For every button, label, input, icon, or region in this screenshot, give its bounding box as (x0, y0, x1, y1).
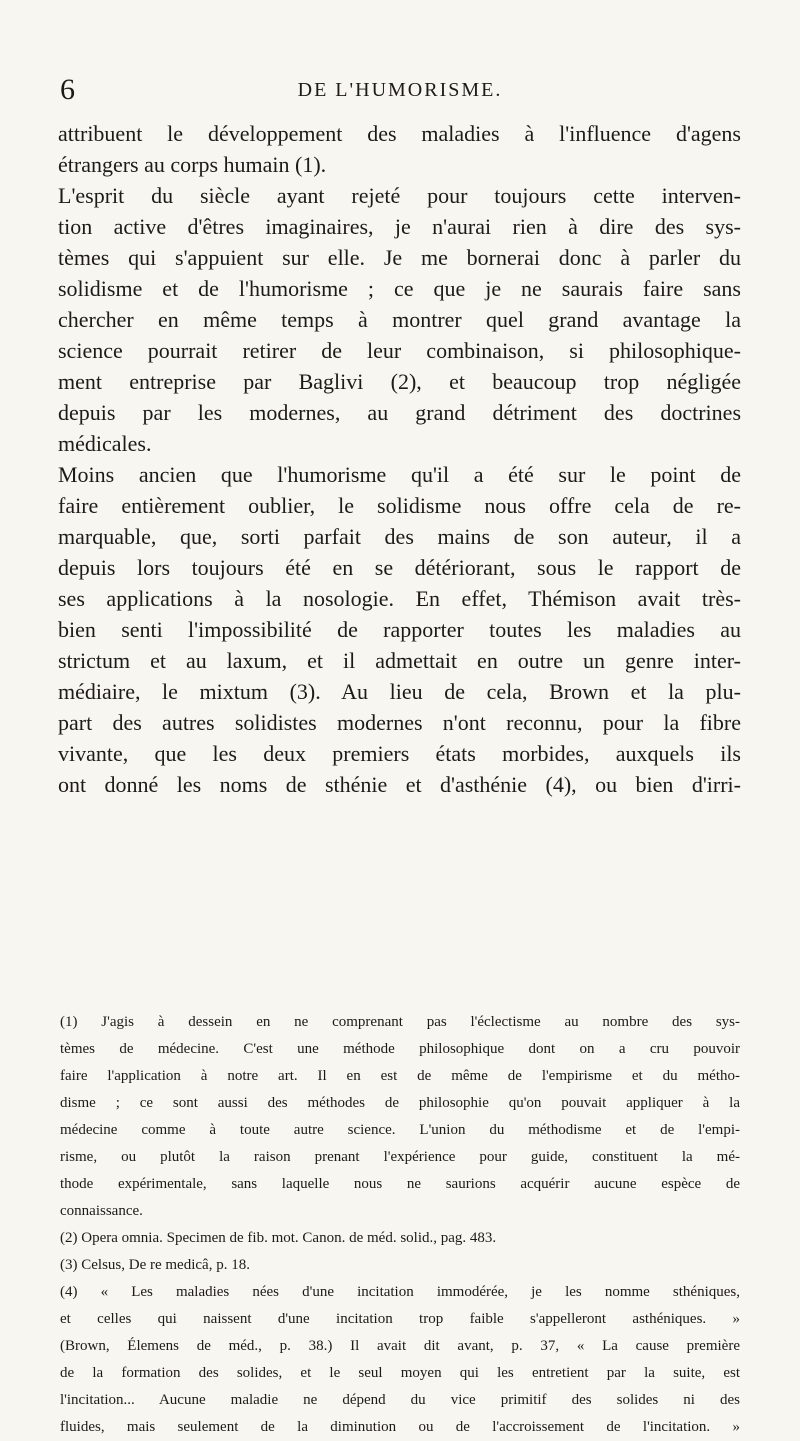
body-line: strictum et au laxum, et il admettait en outre un genre inter- (58, 648, 741, 673)
body-line: depuis par les modernes, au grand détriment des doctrines (58, 400, 741, 425)
footnote-line: thode expérimentale, sans laquelle nous ne saurions acquérir aucune espèce de (60, 1176, 740, 1192)
footnote-line: de la formation des solides, et le seul moyen qui les entretient par la suite, est (60, 1365, 740, 1381)
body-line: ont donné les noms de sthénie et d'asthénie (4), ou bien d'irri- (58, 772, 741, 797)
body-line: part des autres solidistes modernes n'ont reconnu, pour la fibre (58, 710, 741, 735)
body-line: médicales. (58, 431, 152, 456)
body-line: ment entreprise par Baglivi (2), et beaucoup trop négligée (58, 369, 741, 394)
body-line: science pourrait retirer de leur combinaison, si philosophique- (58, 338, 741, 363)
body-line: solidisme et de l'humorisme ; ce que je ne saurais faire sans (58, 276, 741, 301)
footnote-line: fluides, mais seulement de la diminution ou de l'accroissement de l'incitation. » (60, 1419, 740, 1435)
footnotes (60, 1009, 740, 1441)
footnote-line: connaissance. (60, 1203, 143, 1219)
body-line: tèmes qui s'appuient sur elle. Je me bornerai donc à parler du (58, 245, 741, 270)
page-header (60, 70, 740, 110)
body-line: ses applications à la nosologie. En effet, Thémison avait très- (58, 586, 741, 611)
footnote-line: médecine comme à toute autre science. L'union du méthodisme et de l'empi- (60, 1122, 740, 1138)
footnote-line: faire l'application à notre art. Il en est de même de l'empirisme et du métho- (60, 1068, 740, 1084)
body-line: vivante, que les deux premiers états morbides, auxquels ils (58, 741, 741, 766)
body-line: étrangers au corps humain (1). (58, 152, 327, 177)
running-title: DE L'HUMORISME. (297, 79, 503, 101)
footnote-line: (4) « Les maladies nées d'une incitation immodérée, je les nomme sthéniques, (60, 1284, 740, 1300)
footnote-line: (3) Celsus, De re medicâ, p. 18. (60, 1257, 250, 1273)
body-line: chercher en même temps à montrer quel grand avantage la (58, 307, 741, 332)
body-line: tion active d'êtres imaginaires, je n'aurai rien à dire des sys- (58, 214, 741, 239)
body-line: depuis lors toujours été en se détériorant, sous le rapport de (58, 555, 741, 580)
footnote-line: tèmes de médecine. C'est une méthode philosophique dont on a cru pouvoir (60, 1041, 740, 1057)
body-line: Moins ancien que l'humorisme qu'il a été sur le point de (58, 462, 741, 487)
footnote-line: (Brown, Élemens de méd., p. 38.) Il avait dit avant, p. 37, « La cause première (60, 1338, 740, 1354)
footnote-line: l'incitation... Aucune maladie ne dépend du vice primitif des solides ni des (60, 1392, 740, 1408)
body-line: L'esprit du siècle ayant rejeté pour toujours cette interven- (58, 183, 741, 208)
body-line: médiaire, le mixtum (3). Au lieu de cela, Brown et la plu- (58, 679, 741, 704)
footnote-line: risme, ou plutôt la raison prenant l'expérience pour guide, constituent la mé- (60, 1149, 740, 1165)
body-line: faire entièrement oublier, le solidisme nous offre cela de re- (58, 493, 741, 518)
footnote-line: (1) J'agis à dessein en ne comprenant pas l'éclectisme au nombre des sys- (60, 1014, 740, 1030)
footnote-line: (2) Opera omnia. Specimen de fib. mot. Canon. de méd. solid., pag. 483. (60, 1230, 497, 1246)
body-line: marquable, que, sorti parfait des mains de son auteur, il a (58, 524, 741, 549)
page-number: 6 (60, 73, 75, 106)
body-text (58, 118, 741, 800)
body-line: attribuent le développement des maladies à l'influence d'agens (58, 121, 741, 146)
footnote-line: disme ; ce sont aussi des méthodes de philosophie qu'on pouvait appliquer à la (60, 1095, 740, 1111)
footnote-line: et celles qui naissent d'une incitation trop faible s'appelleront asthéniques. » (60, 1311, 740, 1327)
body-line: bien senti l'impossibilité de rapporter toutes les maladies au (58, 617, 741, 642)
